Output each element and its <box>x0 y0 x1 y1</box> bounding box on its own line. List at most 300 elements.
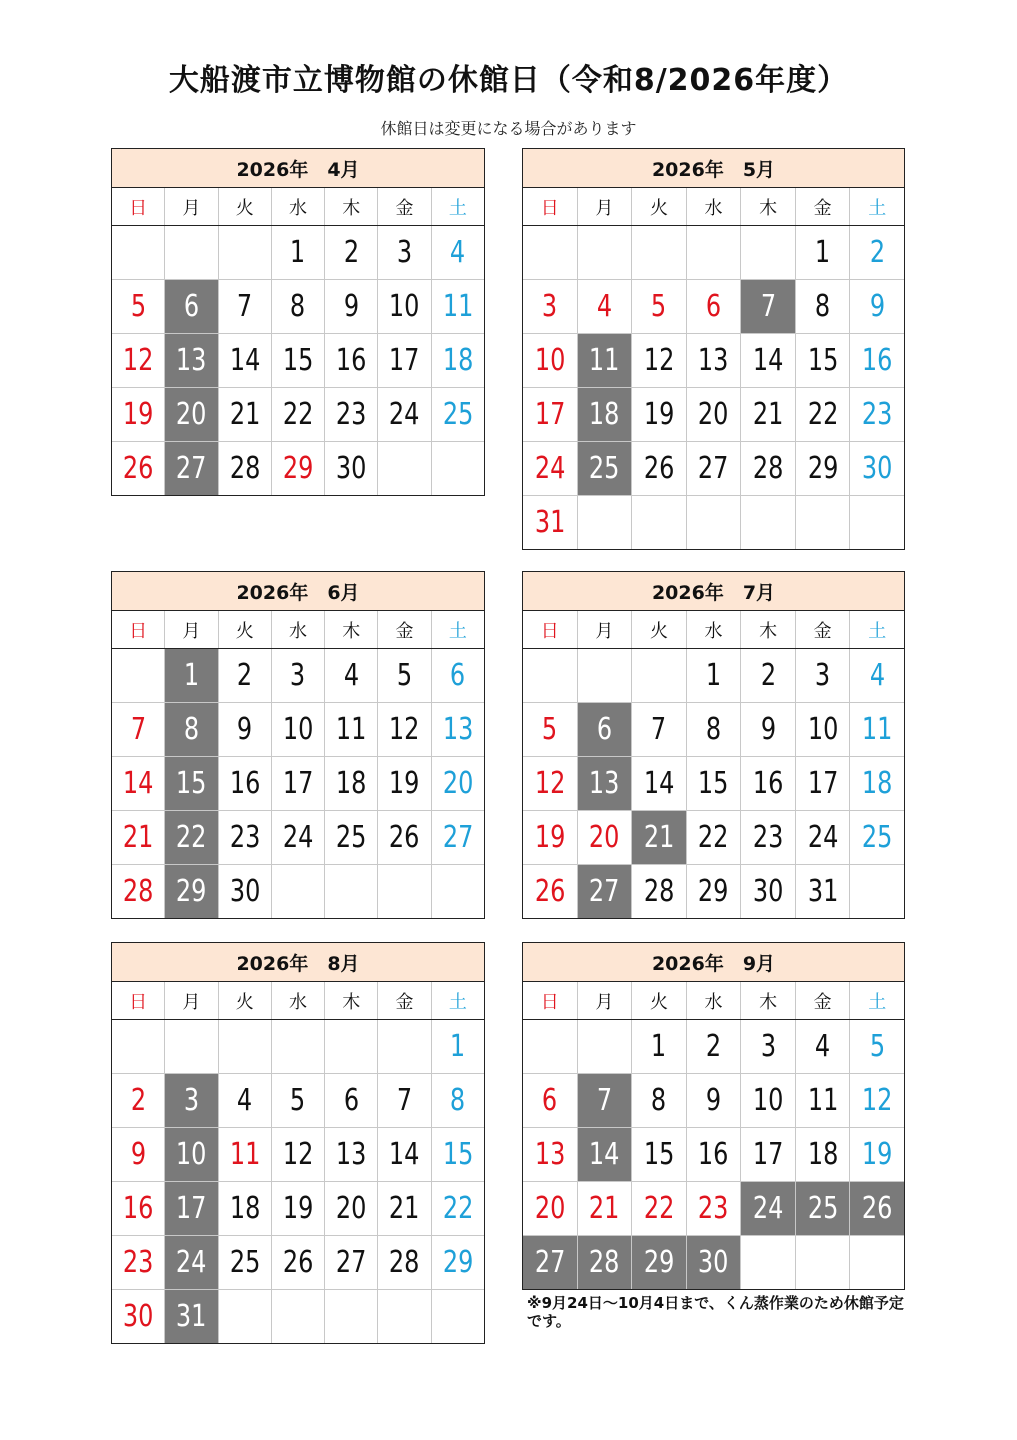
week-row <box>523 334 904 388</box>
day-number: 12 <box>122 343 154 378</box>
weekday-label: 金 <box>796 982 851 1019</box>
weekday-row <box>112 982 484 1020</box>
day-cell <box>165 1074 218 1127</box>
day-number: 16 <box>752 766 784 801</box>
day-cell <box>741 649 796 702</box>
weekday-label: 水 <box>272 982 325 1019</box>
day-cell <box>432 334 484 387</box>
day-number: 26 <box>534 874 566 909</box>
week-row <box>112 1128 484 1182</box>
weekday-row <box>112 611 484 649</box>
day-cell <box>432 1074 484 1127</box>
day-cell <box>112 1182 165 1235</box>
day-number: 1 <box>290 235 306 270</box>
day-number: 26 <box>643 451 675 486</box>
closed-day-number: 10 <box>176 1137 207 1172</box>
weekday-label: 土 <box>868 620 887 642</box>
day-number: 12 <box>282 1137 314 1172</box>
empty-day-cell <box>165 1020 218 1073</box>
day-cell <box>687 865 742 918</box>
day-number: 13 <box>442 712 474 747</box>
day-cell <box>219 1236 272 1289</box>
day-cell <box>741 865 796 918</box>
day-cell <box>578 1182 633 1235</box>
day-cell <box>523 811 578 864</box>
day-cell <box>165 757 218 810</box>
empty-day-cell <box>632 496 687 549</box>
day-number: 28 <box>229 451 260 486</box>
day-number: 24 <box>389 397 420 432</box>
week-row <box>112 865 484 918</box>
day-number: 22 <box>282 397 314 432</box>
day-number: 8 <box>815 289 831 324</box>
weekday-label: 金 <box>796 188 851 225</box>
day-number: 28 <box>643 874 675 909</box>
day-cell <box>578 1236 633 1289</box>
day-cell <box>112 1128 165 1181</box>
day-number: 21 <box>752 397 784 432</box>
closed-day-number: 28 <box>589 1245 620 1280</box>
day-cell <box>272 1128 325 1181</box>
closed-day-number: 1 <box>183 658 200 693</box>
week-row <box>523 1074 904 1128</box>
day-cell <box>850 1020 904 1073</box>
day-number: 12 <box>643 343 675 378</box>
empty-day-cell <box>578 226 633 279</box>
day-cell <box>796 649 851 702</box>
day-number: 1 <box>651 1029 667 1064</box>
month-header: 2026年 8月 <box>112 943 484 982</box>
day-cell <box>632 280 687 333</box>
day-cell <box>578 757 633 810</box>
day-cell <box>165 703 218 756</box>
day-cell <box>578 442 633 495</box>
day-cell <box>687 442 742 495</box>
day-number: 4 <box>596 289 612 324</box>
week-row <box>523 1128 904 1182</box>
empty-day-cell <box>272 865 325 918</box>
day-cell <box>850 334 904 387</box>
day-cell <box>432 757 484 810</box>
day-cell <box>378 334 431 387</box>
day-number: 15 <box>643 1137 675 1172</box>
day-number: 1 <box>705 658 722 693</box>
day-cell <box>632 703 687 756</box>
day-cell <box>523 334 578 387</box>
day-cell <box>165 442 218 495</box>
closed-day-number: 6 <box>183 289 200 324</box>
empty-day-cell <box>378 865 431 918</box>
weekday-label: 月 <box>165 611 218 648</box>
day-number: 26 <box>389 820 420 855</box>
day-number: 23 <box>229 820 260 855</box>
day-cell <box>741 1128 796 1181</box>
day-cell <box>112 1074 165 1127</box>
day-cell <box>325 811 378 864</box>
day-cell <box>850 703 904 756</box>
day-cell <box>632 1020 687 1073</box>
day-number: 2 <box>869 235 885 270</box>
day-number: 30 <box>122 1299 154 1334</box>
page-subtitle: 休館日は変更になる場合があります <box>380 119 637 138</box>
day-number: 13 <box>534 1137 566 1172</box>
day-cell <box>378 1236 431 1289</box>
day-cell <box>272 388 325 441</box>
day-cell <box>165 865 218 918</box>
day-number: 20 <box>442 766 474 801</box>
closed-day-number: 18 <box>589 397 620 432</box>
day-number: 10 <box>389 289 420 324</box>
day-cell <box>741 280 796 333</box>
closed-day-number: 15 <box>176 766 207 801</box>
day-cell <box>325 334 378 387</box>
weekday-label: 水 <box>272 188 325 225</box>
week-row <box>523 388 904 442</box>
closed-day-number: 8 <box>183 712 200 747</box>
day-cell <box>219 757 272 810</box>
day-cell <box>272 1182 325 1235</box>
day-number: 24 <box>282 820 314 855</box>
closed-day-number: 27 <box>589 874 620 909</box>
empty-day-cell <box>796 496 851 549</box>
day-cell <box>272 649 325 702</box>
day-number: 7 <box>237 289 253 324</box>
day-number: 21 <box>229 397 260 432</box>
day-number: 10 <box>534 343 566 378</box>
weekday-label: 月 <box>165 188 218 225</box>
day-number: 19 <box>643 397 675 432</box>
day-cell <box>112 865 165 918</box>
day-number: 17 <box>534 397 566 432</box>
empty-day-cell <box>578 649 633 702</box>
day-cell <box>850 280 904 333</box>
day-number: 3 <box>542 289 558 324</box>
week-row <box>523 865 904 918</box>
weekday-label: 土 <box>448 620 467 642</box>
week-row <box>112 703 484 757</box>
day-cell <box>165 649 218 702</box>
day-number: 14 <box>643 766 675 801</box>
day-number: 13 <box>698 343 729 378</box>
week-row <box>112 649 484 703</box>
day-number: 22 <box>698 820 729 855</box>
day-number: 28 <box>389 1245 420 1280</box>
week-row <box>112 442 484 495</box>
day-cell <box>378 1182 431 1235</box>
closed-day-number: 29 <box>643 1245 675 1280</box>
month-header: 2026年 7月 <box>523 572 904 611</box>
weekday-label: 日 <box>523 188 578 225</box>
day-number: 4 <box>237 1083 253 1118</box>
day-cell <box>325 442 378 495</box>
day-cell <box>432 226 484 279</box>
page-title: 大船渡市立博物館の休館日（令和8/2026年度） <box>168 63 849 98</box>
weekday-label: 木 <box>741 611 796 648</box>
day-cell <box>523 703 578 756</box>
empty-day-cell <box>112 226 165 279</box>
weekday-label: 日 <box>112 611 165 648</box>
week-row <box>112 226 484 280</box>
day-number: 11 <box>229 1137 260 1172</box>
day-cell <box>219 388 272 441</box>
closed-day-number: 7 <box>596 1083 612 1118</box>
day-cell <box>687 1074 742 1127</box>
day-cell <box>578 1128 633 1181</box>
day-number: 17 <box>752 1137 784 1172</box>
day-cell <box>578 388 633 441</box>
day-number: 24 <box>807 820 838 855</box>
day-cell <box>796 865 851 918</box>
empty-day-cell <box>741 496 796 549</box>
weekday-label: 金 <box>796 611 851 648</box>
day-number: 22 <box>442 1191 474 1226</box>
closed-day-number: 11 <box>589 343 620 378</box>
day-number: 31 <box>807 874 838 909</box>
day-cell <box>378 757 431 810</box>
day-number: 25 <box>229 1245 260 1280</box>
day-cell <box>219 649 272 702</box>
day-cell <box>112 388 165 441</box>
day-number: 18 <box>335 766 367 801</box>
day-number: 6 <box>450 658 466 693</box>
day-cell <box>741 811 796 864</box>
empty-day-cell <box>165 226 218 279</box>
weekday-label: 日 <box>523 982 578 1019</box>
day-number: 11 <box>807 1083 838 1118</box>
day-cell <box>378 226 431 279</box>
day-cell <box>741 1182 796 1235</box>
closed-day-number: 7 <box>760 289 776 324</box>
closed-day-number: 3 <box>183 1083 200 1118</box>
day-cell <box>523 442 578 495</box>
day-number: 14 <box>229 343 260 378</box>
closed-day-number: 25 <box>807 1191 838 1226</box>
day-number: 19 <box>534 820 566 855</box>
day-cell <box>432 1236 484 1289</box>
day-number: 29 <box>282 451 314 486</box>
day-number: 28 <box>122 874 154 909</box>
day-cell <box>632 388 687 441</box>
closed-day-number: 21 <box>643 820 675 855</box>
day-cell <box>165 811 218 864</box>
day-cell <box>112 334 165 387</box>
closed-day-number: 24 <box>176 1245 207 1280</box>
day-cell <box>432 649 484 702</box>
day-number: 16 <box>335 343 367 378</box>
week-row <box>523 280 904 334</box>
empty-day-cell <box>112 649 165 702</box>
day-cell <box>687 1236 742 1289</box>
day-cell <box>796 388 851 441</box>
day-number: 25 <box>442 397 474 432</box>
day-cell <box>632 1236 687 1289</box>
day-cell <box>850 1182 904 1235</box>
empty-day-cell <box>272 1020 325 1073</box>
month-calendar <box>522 942 905 1290</box>
day-number: 8 <box>705 712 722 747</box>
day-cell <box>272 226 325 279</box>
empty-day-cell <box>219 226 272 279</box>
day-number: 9 <box>237 712 253 747</box>
day-cell <box>378 388 431 441</box>
closed-day-number: 13 <box>589 766 620 801</box>
day-number: 23 <box>122 1245 154 1280</box>
day-cell <box>378 1074 431 1127</box>
day-cell <box>632 442 687 495</box>
day-number: 14 <box>752 343 784 378</box>
weekday-label: 金 <box>378 188 431 225</box>
day-number: 20 <box>335 1191 367 1226</box>
closed-day-number: 26 <box>861 1191 893 1226</box>
day-cell <box>523 388 578 441</box>
day-cell <box>632 334 687 387</box>
day-cell <box>796 1182 851 1235</box>
empty-day-cell <box>632 226 687 279</box>
day-number: 11 <box>335 712 367 747</box>
day-cell <box>741 442 796 495</box>
day-cell <box>378 1128 431 1181</box>
day-cell <box>272 442 325 495</box>
day-cell <box>741 1074 796 1127</box>
day-number: 13 <box>335 1137 367 1172</box>
weekday-label: 月 <box>578 982 633 1019</box>
day-number: 1 <box>450 1029 466 1064</box>
day-cell <box>523 1236 578 1289</box>
closed-day-number: 27 <box>176 451 207 486</box>
empty-day-cell <box>687 226 742 279</box>
day-number: 3 <box>760 1029 776 1064</box>
day-number: 6 <box>705 289 722 324</box>
day-cell <box>850 442 904 495</box>
day-number: 7 <box>396 1083 413 1118</box>
day-number: 26 <box>282 1245 314 1280</box>
day-cell <box>687 757 742 810</box>
week-row <box>523 1020 904 1074</box>
day-number: 16 <box>122 1191 154 1226</box>
day-number: 28 <box>752 451 784 486</box>
day-number: 19 <box>122 397 154 432</box>
day-number: 12 <box>861 1083 893 1118</box>
weekday-label: 水 <box>272 611 325 648</box>
weekday-label: 土 <box>868 991 887 1013</box>
closed-day-number: 25 <box>589 451 620 486</box>
day-number: 27 <box>442 820 474 855</box>
day-number: 20 <box>589 820 620 855</box>
week-row <box>523 811 904 865</box>
day-cell <box>578 1074 633 1127</box>
weekday-row <box>523 982 904 1020</box>
day-cell <box>850 388 904 441</box>
week-row <box>523 703 904 757</box>
day-number: 5 <box>396 658 413 693</box>
week-row <box>523 1236 904 1289</box>
empty-day-cell <box>219 1020 272 1073</box>
day-cell <box>632 1182 687 1235</box>
day-number: 5 <box>651 289 667 324</box>
day-number: 2 <box>760 658 776 693</box>
day-cell <box>325 1236 378 1289</box>
day-cell <box>432 703 484 756</box>
empty-day-cell <box>219 1290 272 1343</box>
day-cell <box>850 226 904 279</box>
day-cell <box>165 1290 218 1343</box>
day-number: 9 <box>869 289 885 324</box>
empty-day-cell <box>272 1290 325 1343</box>
day-cell <box>112 1236 165 1289</box>
week-row <box>112 388 484 442</box>
day-cell <box>687 811 742 864</box>
day-number: 4 <box>869 658 885 693</box>
empty-day-cell <box>578 1020 633 1073</box>
day-number: 18 <box>442 343 474 378</box>
day-number: 23 <box>698 1191 729 1226</box>
day-number: 16 <box>229 766 260 801</box>
day-number: 11 <box>442 289 474 324</box>
day-cell <box>325 226 378 279</box>
day-cell <box>687 649 742 702</box>
day-cell <box>687 1128 742 1181</box>
day-cell <box>219 1182 272 1235</box>
day-number: 23 <box>335 397 367 432</box>
empty-day-cell <box>378 1290 431 1343</box>
day-cell <box>325 757 378 810</box>
day-number: 27 <box>335 1245 367 1280</box>
day-cell <box>112 811 165 864</box>
day-number: 30 <box>335 451 367 486</box>
weekday-label: 月 <box>578 188 633 225</box>
day-number: 20 <box>534 1191 566 1226</box>
day-cell <box>687 280 742 333</box>
day-number: 20 <box>698 397 729 432</box>
day-number: 30 <box>229 874 260 909</box>
day-number: 14 <box>389 1137 420 1172</box>
weekday-label: 土 <box>448 197 467 219</box>
week-row <box>112 811 484 865</box>
month-header: 2026年 6月 <box>112 572 484 611</box>
day-cell <box>378 649 431 702</box>
day-number: 2 <box>343 235 359 270</box>
day-number: 21 <box>389 1191 420 1226</box>
day-number: 5 <box>130 289 146 324</box>
closed-day-number: 24 <box>752 1191 784 1226</box>
day-number: 5 <box>869 1029 885 1064</box>
day-cell <box>632 811 687 864</box>
day-number: 8 <box>651 1083 667 1118</box>
day-number: 15 <box>807 343 838 378</box>
day-number: 31 <box>534 505 566 540</box>
closed-day-number: 6 <box>596 712 612 747</box>
day-number: 15 <box>282 343 314 378</box>
closed-day-number: 30 <box>698 1245 729 1280</box>
weekday-label: 水 <box>687 611 742 648</box>
weekday-label: 月 <box>165 982 218 1019</box>
weekday-label: 火 <box>632 982 687 1019</box>
weekday-label: 火 <box>219 982 272 1019</box>
day-cell <box>523 1182 578 1235</box>
day-cell <box>378 703 431 756</box>
week-row <box>112 334 484 388</box>
weekday-label: 日 <box>112 188 165 225</box>
day-cell <box>325 388 378 441</box>
weekday-label: 金 <box>378 982 431 1019</box>
day-cell <box>523 280 578 333</box>
day-number: 30 <box>752 874 784 909</box>
empty-day-cell <box>432 865 484 918</box>
day-cell <box>432 280 484 333</box>
day-cell <box>796 1074 851 1127</box>
day-cell <box>165 388 218 441</box>
day-cell <box>112 703 165 756</box>
